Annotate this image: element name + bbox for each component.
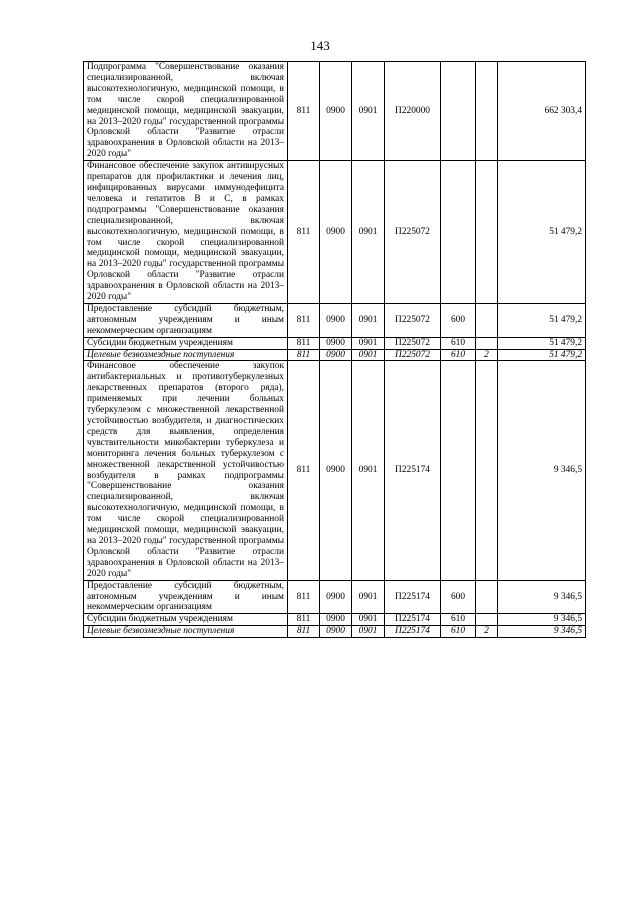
amount: 662 303,4 xyxy=(498,62,586,161)
expense-type xyxy=(441,361,476,580)
row-description: Целевые безвозмездные поступления xyxy=(84,349,288,361)
expense-type: 600 xyxy=(441,580,476,614)
expense-type: 610 xyxy=(441,626,476,638)
source-code xyxy=(476,580,498,614)
section-code: 0900 xyxy=(320,161,352,304)
row-description: Субсидии бюджетным учреждениям xyxy=(84,614,288,626)
target-code: П225174 xyxy=(385,614,441,626)
amount: 51 479,2 xyxy=(498,337,586,349)
ministry-code: 811 xyxy=(288,161,320,304)
table-row xyxy=(84,161,586,304)
source-code: 2 xyxy=(476,349,498,361)
row-description: Предоставление субсидий бюджетным, автономным учреждениям и иным некоммерческим организациям xyxy=(84,303,288,337)
expense-type: 600 xyxy=(441,303,476,337)
subsection-code: 0901 xyxy=(352,303,385,337)
amount: 51 479,2 xyxy=(498,161,586,304)
ministry-code: 811 xyxy=(288,614,320,626)
table-row xyxy=(84,337,586,349)
table-row xyxy=(84,626,586,638)
target-code: П225174 xyxy=(385,626,441,638)
row-description: Субсидии бюджетным учреждениям xyxy=(84,337,288,349)
subsection-code: 0901 xyxy=(352,161,385,304)
budget-table xyxy=(83,61,586,638)
subsection-code: 0901 xyxy=(352,349,385,361)
row-description: Подпрограмма "Совершенствование оказания специализированной, включая высокотехнологичную, медицинской помощи, в том числе скорой специализированной медицинской помощи, медицинской эвакуации, на 2013–2020 годы" государственной программы Орловской области "Развитие отрасли здравоохранения в Орловской области на 2013–2020 годы" xyxy=(84,62,288,161)
expense-type: 610 xyxy=(441,614,476,626)
section-code: 0900 xyxy=(320,614,352,626)
ministry-code: 811 xyxy=(288,361,320,580)
expense-type xyxy=(441,62,476,161)
source-code xyxy=(476,361,498,580)
amount: 9 346,5 xyxy=(498,614,586,626)
row-description: Финансовое обеспечение закупок антибактериальных и противотуберкулезных лекарственных препаратов (второго ряда), применяемых при лечении больных туберкулезом с множественной лекарственной устойчивостью возбудителя, и диагностических средств для выявления, определения чувствительности микобактерии туберкулеза и мониторинга лечения больных туберкулезом с множественной лекарственной устойчивостью возбудителя в рамках подпрограммы "Совершенствование оказания специализированной, включая высокотехнологичную, медицинской помощи, в том числе скорой специализированной медицинской помощи, медицинской эвакуации, на 2013–2020 годы" государственной программы Орловской области "Развитие отрасли здравоохранения в Орловской области на 2013–2020 годы" xyxy=(84,361,288,580)
section-code: 0900 xyxy=(320,361,352,580)
subsection-code: 0901 xyxy=(352,580,385,614)
table-row xyxy=(84,349,586,361)
amount: 9 346,5 xyxy=(498,580,586,614)
table-row xyxy=(84,580,586,614)
subsection-code: 0901 xyxy=(352,626,385,638)
target-code: П225174 xyxy=(385,361,441,580)
ministry-code: 811 xyxy=(288,303,320,337)
amount: 9 346,5 xyxy=(498,626,586,638)
section-code: 0900 xyxy=(320,62,352,161)
target-code: П225174 xyxy=(385,580,441,614)
expense-type: 610 xyxy=(441,349,476,361)
expense-type xyxy=(441,161,476,304)
section-code: 0900 xyxy=(320,580,352,614)
source-code xyxy=(476,62,498,161)
target-code: П225072 xyxy=(385,161,441,304)
target-code: П220000 xyxy=(385,62,441,161)
subsection-code: 0901 xyxy=(352,62,385,161)
ministry-code: 811 xyxy=(288,580,320,614)
table-row xyxy=(84,614,586,626)
ministry-code: 811 xyxy=(288,349,320,361)
section-code: 0900 xyxy=(320,337,352,349)
target-code: П225072 xyxy=(385,337,441,349)
ministry-code: 811 xyxy=(288,62,320,161)
source-code: 2 xyxy=(476,626,498,638)
section-code: 0900 xyxy=(320,303,352,337)
subsection-code: 0901 xyxy=(352,614,385,626)
row-description: Предоставление субсидий бюджетным, автономным учреждениям и иным некоммерческим организациям xyxy=(84,580,288,614)
source-code xyxy=(476,337,498,349)
table-row xyxy=(84,361,586,580)
subsection-code: 0901 xyxy=(352,337,385,349)
expense-type: 610 xyxy=(441,337,476,349)
amount: 51 479,2 xyxy=(498,349,586,361)
amount: 9 346,5 xyxy=(498,361,586,580)
target-code: П225072 xyxy=(385,349,441,361)
row-description: Финансовое обеспечение закупок антивирусных препаратов для профилактики и лечения лиц, инфицированных вирусами иммунодефицита человека и гепатитов В и С, в рамках подпрограммы "Совершенствование оказания специализированной, включая высокотехнологичную, медицинской помощи, в том числе скорой специализированной медицинской помощи, медицинской эвакуации, на 2013–2020 годы" государственной программы Орловской области "Развитие отрасли здравоохранения в Орловской области на 2013–2020 годы" xyxy=(84,161,288,304)
ministry-code: 811 xyxy=(288,626,320,638)
section-code: 0900 xyxy=(320,349,352,361)
source-code xyxy=(476,161,498,304)
row-description: Целевые безвозмездные поступления xyxy=(84,626,288,638)
ministry-code: 811 xyxy=(288,337,320,349)
subsection-code: 0901 xyxy=(352,361,385,580)
table-row xyxy=(84,303,586,337)
target-code: П225072 xyxy=(385,303,441,337)
table-row xyxy=(84,62,586,161)
page-number: 143 xyxy=(310,38,330,53)
section-code: 0900 xyxy=(320,626,352,638)
amount: 51 479,2 xyxy=(498,303,586,337)
source-code xyxy=(476,303,498,337)
source-code xyxy=(476,614,498,626)
